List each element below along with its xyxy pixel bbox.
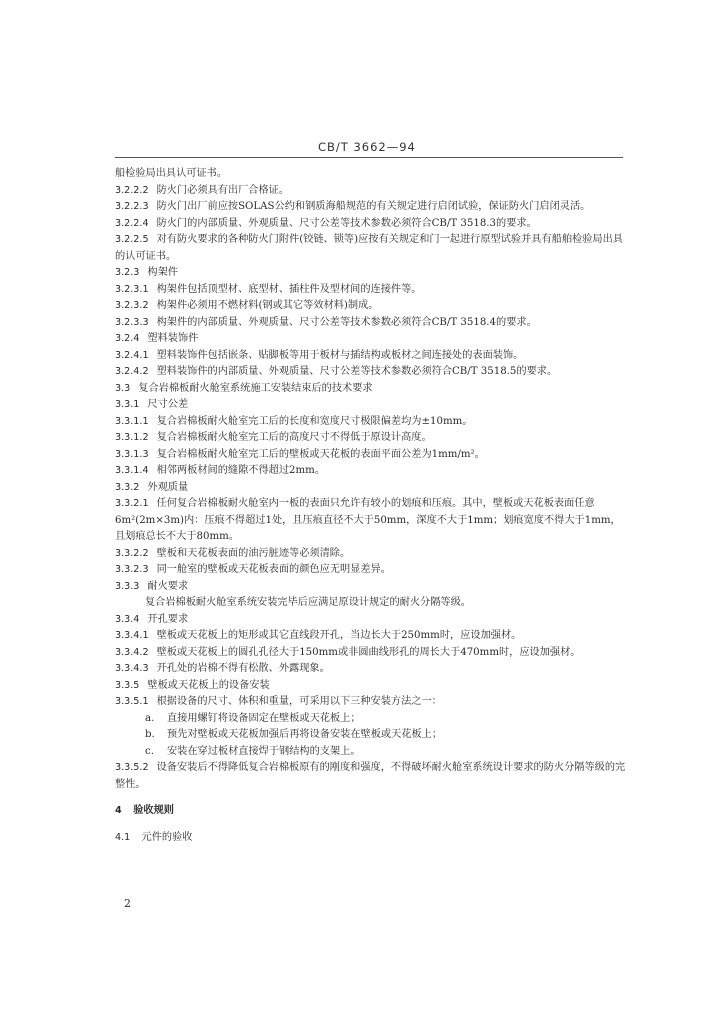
method-item	[115, 711, 627, 728]
clause-line	[115, 364, 627, 381]
clause-number: 3.3.4.2	[115, 646, 149, 658]
clause-number: 3.3.1.2	[115, 432, 149, 443]
clause-line	[115, 430, 627, 447]
clause-line	[115, 694, 627, 711]
clause-line	[115, 678, 627, 695]
document-body	[115, 166, 627, 846]
clause-line	[115, 298, 627, 315]
method-text: 预先对壁板或天花板加强后再将设备安装在壁板或天花板上；	[167, 729, 443, 740]
clause-list	[115, 166, 627, 711]
clause-line	[115, 414, 627, 431]
section-heading: 4 验收规则	[115, 805, 174, 816]
clause-number: 3.2.4	[115, 333, 140, 344]
clause-number: 3.2.4.2	[115, 366, 149, 377]
clause-text: 根据设备的尺寸、体积和重量，可采用以下三种安装方法之一：	[156, 696, 442, 707]
clause-text: 复合岩棉板耐火舱室系统安装完毕后应满足原设计规定的耐火分隔等级。	[145, 597, 471, 608]
method-letter: a.	[145, 712, 155, 724]
clause-text: 壁板或天花板上的圆孔孔径大于150mm或非圆曲线形孔的周长大于470mm时，应设加强材。	[156, 646, 581, 658]
clause-line	[115, 612, 627, 629]
clause-number: 3.2.2.4	[115, 217, 149, 229]
clause-number: 3.3.2	[115, 481, 140, 493]
clause-line	[115, 480, 627, 497]
clause-number: 3.2.2.3	[115, 201, 149, 212]
clause-text: 任何复合岩棉板耐火舱室内一板的表面只允许有较小的划痕和压痕。其中，壁板或天花板表面任意6m²(2m×3m)内：压痕不得超过1处，且压痕直径不大于50mm，深度不大于1mm；划痕宽度不得大于1mm，且划痕总长不大于80mm。	[115, 498, 621, 542]
clause-number: 3.3.4.3	[115, 663, 149, 674]
method-item	[115, 744, 627, 761]
clause-number: 3.3.2.2	[115, 547, 149, 559]
clause-text: 复合岩棉板耐火舱室完工后的高度尺寸不得低于原设计高度。	[156, 432, 432, 443]
clause-line	[115, 331, 627, 348]
header-rule	[115, 157, 623, 158]
clause-number: 3.3.5	[115, 679, 140, 691]
clause-text: 复合岩棉板耐火舱室系统施工安装结束后的技术要求	[138, 382, 373, 394]
method-letter: c.	[145, 745, 154, 757]
clause-line	[115, 628, 627, 645]
clause-line	[115, 381, 627, 398]
clause-number: 3.3.1.1	[115, 415, 149, 427]
clause-number: 3.2.2.5	[115, 234, 149, 245]
clause-line	[115, 397, 627, 414]
clause-text: 防火门必须具有出厂合格证。	[156, 184, 290, 196]
clause-line	[115, 199, 627, 216]
clause-line: 4.1 元件的验收	[115, 831, 193, 843]
method-letter: b.	[145, 729, 155, 740]
clause-text: 尺寸公差	[147, 399, 189, 410]
clause-number: 3.2.3.3	[115, 316, 149, 328]
clause-number: 3.2.2.2	[115, 184, 149, 196]
clause-text: 开孔要求	[147, 613, 189, 625]
clause-text: 构架件的内部质量、外观质量、尺寸公差等技术参数必须符合CB/T 3518.4的要求。	[156, 316, 537, 328]
clause-text: 壁板和天花板表面的油污脏迹等必须清除。	[156, 547, 351, 559]
clause-number: 3.3.3	[115, 580, 140, 592]
clause-text: 复合岩棉板耐火舱室完工后的壁板或天花板的表面平面公差为1mm/m²。	[156, 448, 485, 460]
clause-number: 3.2.4.1	[115, 349, 149, 361]
clause-list-continued	[115, 760, 627, 793]
clause-number: 3.3.4	[115, 613, 140, 625]
clause-text: 塑料装饰件包括嵌条、贴脚板等用于板材与插结构或板材之间连接处的表面装饰。	[156, 349, 524, 361]
clause-line	[115, 760, 627, 793]
clause-line	[115, 463, 627, 480]
clause-number: 3.3.5.1	[115, 696, 149, 707]
clause-number: 3.3.1.3	[115, 448, 149, 460]
clause-line	[115, 562, 627, 579]
clause-number: 3.3.4.1	[115, 630, 149, 641]
clause-number: 3.3.5.2	[115, 762, 149, 773]
clause-line	[115, 579, 627, 596]
clause-line	[115, 447, 627, 464]
clause-line	[115, 661, 627, 678]
clause-text: 开孔处的岩棉不得有松散、外露现象。	[156, 663, 330, 674]
method-item	[115, 727, 627, 744]
clause-number: 3.3.2.1	[115, 498, 149, 509]
clause-text: 壁板或天花板上的设备安装	[147, 679, 270, 691]
clause-line	[115, 595, 627, 612]
method-text: 直接用螺钉将设备固定在壁板或天花板上；	[167, 712, 361, 724]
clause-number: 3.3.1	[115, 399, 140, 410]
clause-text: 塑料装饰件的内部质量、外观质量、尺寸公差等技术参数必须符合CB/T 3518.5的要求。	[156, 366, 558, 377]
clause-text: 壁板或天花板上的矩形或其它直线段开孔，当边长大于250mm时，应设加强材。	[156, 630, 522, 641]
clause-line	[115, 315, 627, 332]
clause-line	[115, 216, 627, 233]
page-number: 2	[124, 897, 131, 910]
clause-number: 3.2.3.2	[115, 300, 149, 311]
clause-line	[115, 232, 627, 265]
document-code: CB/T 3662—94	[318, 140, 416, 154]
clause-line	[115, 282, 627, 299]
clause-line	[115, 265, 627, 282]
clause-number: 3.3.1.4	[115, 465, 149, 476]
clause-text: 相邻两板材间的缝隙不得超过2mm。	[156, 465, 326, 476]
installation-methods-list	[115, 711, 627, 761]
clause-text: 船检验局出具认可证书。	[115, 168, 228, 179]
clause-text: 防火门出厂前应按SOLAS公约和钢质海船规范的有关规定进行启闭试验，保证防火门启闭灵活。	[156, 201, 591, 212]
method-text: 安装在穿过板材直接焊于钢结构的支架上。	[167, 745, 361, 757]
clause-line	[115, 645, 627, 662]
clause-text: 防火门的内部质量、外观质量、尺寸公差等技术参数必须符合CB/T 3518.3的要求。	[156, 217, 537, 229]
clause-number: 3.3.2.3	[115, 564, 149, 575]
clause-line	[115, 183, 627, 200]
clause-number: 3.3	[115, 382, 131, 394]
clause-text: 耐火要求	[147, 580, 189, 592]
clause-text: 外观质量	[147, 481, 189, 493]
clause-text: 复合岩棉板耐火舱室完工后的长度和宽度尺寸极限偏差均为±10mm。	[156, 415, 473, 427]
clause-text: 构架件	[147, 267, 178, 278]
clause-line	[115, 496, 627, 546]
clause-text: 同一舱室的壁板或天花板表面的颜色应无明显差异。	[156, 564, 391, 575]
clause-line	[115, 166, 627, 183]
clause-text: 对有防火要求的各种防火门附件(铰链、锁等)应按有关规定和门一起进行原型试验并具有船舶检验局出具的认可证书。	[115, 234, 623, 262]
clause-text: 构架件必须用不燃材料(钢或其它等效材料)制成。	[156, 300, 379, 311]
clause-text: 设备安装后不得降低复合岩棉板原有的刚度和强度，不得破坏耐火舱室系统设计要求的防火分隔等级的完整性。	[115, 762, 626, 790]
clause-line	[115, 348, 627, 365]
clause-number: 3.2.3.1	[115, 283, 149, 295]
clause-line	[115, 546, 627, 563]
clause-text: 塑料装饰件	[147, 333, 199, 344]
clause-text: 构架件包括顶型材、底型材、插柱件及型材间的连接件等。	[156, 283, 422, 295]
clause-number: 3.2.3	[115, 267, 140, 278]
